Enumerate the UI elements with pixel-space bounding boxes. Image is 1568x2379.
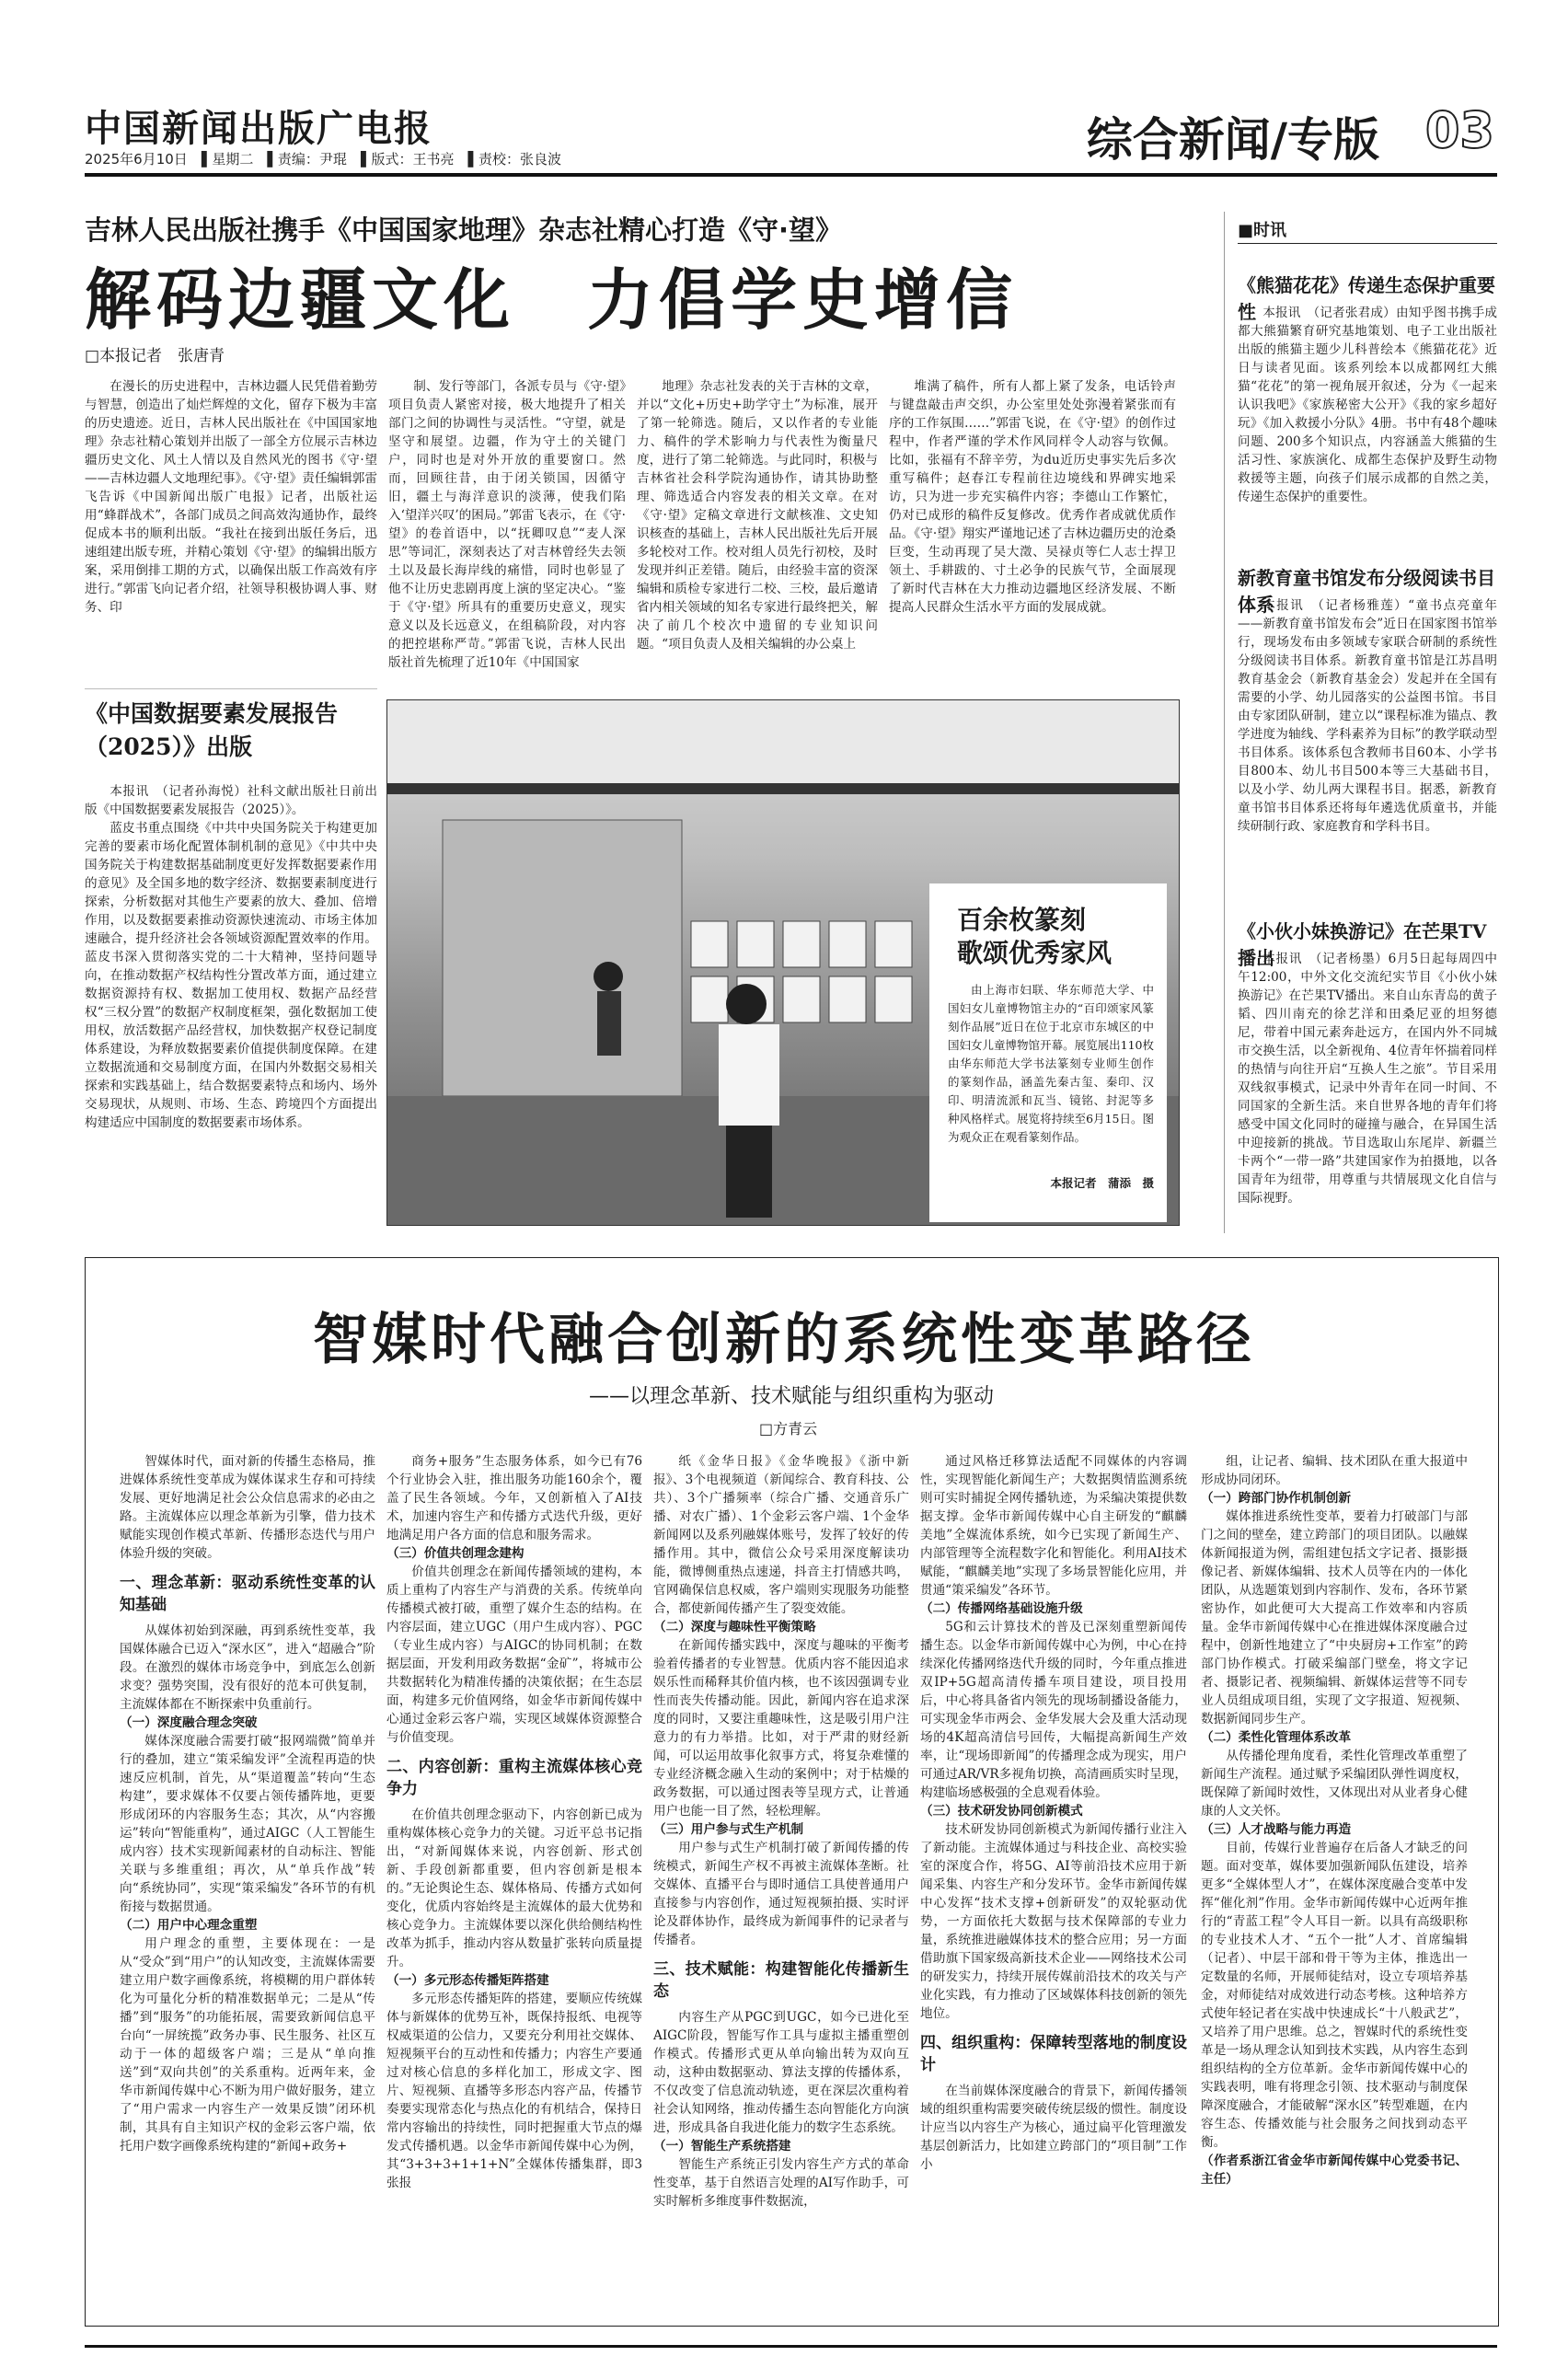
brief-text: 本报讯 （记者杨雅莲）“童书点亮童年——新教育童书馆发布会”近日在国家图书馆举行，现场发布由多领域专家联合研制的系统性分级阅读书目体系。新教育童书馆是江苏昌明教育基金会（新教育基金会）发起并在全国有需要的小学、幼儿园落实的公益图书馆。书目由专家团队研制，建立以“课程标准为锚点、教学进度为轴线、学科素养为目标”的教学联动型书目体系。该体系包含教师书目60本、小学书目800本、幼儿书目500本等三大基础书目，以及小学、幼儿两大课程书目。据悉，新教育童书馆书目体系还将每年遴选优质童书，并能续研制行政、家庭教育和学科书目。 — [1238, 598, 1497, 834]
lead-text: 堆满了稿件，所有人都上紧了发条，电话铃声与键盘敲击声交织，办公室里处处弥漫着紧张而有序的工作氛围……”郭雷飞说，在《守·望》的创作过程中，作者严谨的学术作风同样令人动容与钦佩。比如，张福有不辞辛劳，为du近历史事实先后多次重写稿件；赵春江专程前往边境线和界碑实地采访，只为进一步充实稿件内容；李德山工作繁忙，仍对已成形的稿件反复修改。优秀作者成就优质作品。《守·望》翔实严谨地记述了吉林边疆历史的沧桑巨变，生动再现了吴大澂、吴禄贞等仁人志士捍卫领土、手耕跋的、寸土必争的民族气节，全面展现了新时代吉林在大力推动边疆地区经济发展、不断提高人民群众生活水平方面的发展成就。 — [889, 379, 1176, 615]
brief-title-3: 《小伙小妹换游记》在芒果TV播出 — [1238, 920, 1487, 969]
feature-subheading: （一）多元形态传播矩阵搭建 — [386, 1973, 549, 1988]
report-body — [85, 782, 377, 1224]
photo-title-2: 歌颂优秀家风 — [957, 938, 1113, 968]
feature-subheading: （三）价值共创理念建构 — [386, 1546, 525, 1561]
lead-text: 在漫长的历史进程中，吉林边疆人民凭借着勤劳与智慧，创造出了灿烂辉煌的文化，留存下极为丰富的历史遗迹。近日，吉林人民出版社在《中国国家地理》杂志社精心策划并出版了一部全方位展示吉林边疆历史文化、风土人情以及自然风光的图书《守·望——吉林边疆人文地理纪事》。《守·望》责任编辑郭雷飞告诉《中国新闻出版广电报》记者，出版社运用“蜂群战术”，各部门成员之间高效沟通协作，最终促成本书的顺利出版。“我社在接到出版任务后，迅速组建出版专班，并精心策划《守·望》的编辑出版方案，采用倒排工期的方式，以确保出版工作高效有序进行。”郭雷飞向记者介绍，社领导积极协调人事、财务、印 — [85, 379, 377, 615]
brief-body-2 — [1238, 596, 1497, 900]
feature-text: 智媒体时代，面对新的传播生态格局，推进媒体系统性变革成为媒体谋求生存和可持续发展、更好地满足社会公众信息需求的必由之路。主流媒体应以理念革新为引擎，借力技术赋能实现创作模式革新、传播形态迭代与用户体验升级的突破。 — [120, 1454, 375, 1561]
lead-column-1 — [85, 377, 377, 653]
feature-text: 在新闻传播实践中，深度与趣味的平衡考验着传播者的专业智慧。优质内容不能因追求娱乐性而稀释其价值内核，也不该因强调专业性而丧失传播动能。因此，新闻内容在追求深度的同时，又要注重趣味性，这是吸引用户注意力的有力举措。比如，对于严肃的财经新闻，可以运用故事化叙事方式，将复杂难懂的专业经济概念融入生动的案例中；对于枯燥的政务数据，可以通过图表等呈现方式，让普通用户也能一目了然，轻松理解。 — [653, 1638, 909, 1819]
author-note: （作者系浙江省金华市新闻传媒中心党委书记、主任） — [1201, 2154, 1468, 2187]
feature-heading: 二、内容创新：重构主流媒体核心竞争力 — [386, 1758, 642, 1798]
feature-text: 媒体推进系统性变革，要着力打破部门与部门之间的壁垒，建立跨部门的项目团队。以融媒体新闻报道为例，需组建包括文字记者、摄影摄像记者、新媒体编辑、技术人员等在内的一体化团队，从选题策划到内容制作、发布，各环节紧密协作，如此便可大大提高工作效率和内容质量。金华市新闻传媒中心在推进媒体深度融合过程中，创新性地建立了“中央厨房+工作室”的跨部门协作模式。打破采编部门壁垒，将文字记者、摄影记者、视频编辑、新媒体运营等不同专业人员组成项目组，实现了文字报道、短视频、数据新闻同步生产。 — [1201, 1509, 1468, 1727]
layout-credit: 版式：王书亮 — [371, 151, 455, 167]
feature-byline: □方青云 — [759, 1420, 818, 1438]
divider — [85, 688, 377, 689]
feature-text: 在价值共创理念驱动下，内容创新已成为重构媒体核心竞争力的关键。习近平总书记指出，“对新闻媒体来说，内容创新、形式创新、手段创新都重要，但内容创新是根本的。”无论舆论生态、媒体格局、传播方式如何变化，优质内容始终是主流媒体的最大优势和核心竞争力。主流媒体要以深化供给侧结构性改革为抓手，推动内容从数量扩张转向质量提升。 — [386, 1807, 642, 1969]
lead-column-3 — [637, 377, 878, 690]
feature-subtitle: ——以理念革新、技术赋能与组织重构为驱动 — [589, 1385, 995, 1408]
divider — [1238, 243, 1497, 244]
feature-subheading: （三）人才战略与能力再造 — [1201, 1822, 1352, 1837]
bottom-rule — [85, 2345, 1497, 2348]
feature-subheading: （三）技术研发协同创新模式 — [920, 1804, 1083, 1819]
feature-text: 纸《金华日报》《金华晚报》《浙中新报》、3个电视频道（新闻综合、教育科技、公共）、3个广播频率（综合广播、交通音乐广播、对农广播）、1个金彩云客户端、1个金华新闻网以及系列融媒体账号，发挥了较好的传播作用。其中，微信公众号采用深度解读功能，微博侧重热点速递，抖音主打情感共鸣，官网确保信息权威，客户端则实现服务功能整合，都使新闻传播产生了裂变效能。 — [653, 1454, 909, 1616]
feature-column-5 — [1201, 1452, 1468, 2306]
feature-text: 用户参与式生产机制打破了新闻传播的传统模式，新闻生产权不再被主流媒体垄断。社交媒体、直播平台与即时通信工具使普通用户直接参与内容创作，通过短视频拍摄、实时评论及群体协作，最终成为新闻事件的记录者与传播者。 — [653, 1841, 909, 1947]
feature-text: 价值共创理念在新闻传播领域的建构，本质上重构了内容生产与消费的关系。传统单向传播模式被打破，重塑了媒介生态的结构。在内容层面，建立UGC（用户生成内容）、PGC（专业生成内容）与AIGC的协同机制；在数据层面，开发利用政务数据“金矿”，将城市公共数据转化为精准传播的决策依据；在生态层面，构建多元价值网络，如金华市新闻传媒中心通过金彩云客户端，实现区域媒体资源整合与价值变现。 — [386, 1565, 642, 1745]
lead-text: 制、发行等部门，各派专员与《守·望》项目负责人紧密对接，极大地提升了相关部门之间的协调性与灵活性。“守望，就是坚守和展望。边疆，作为守土的关键门户，同时也是对外开放的重要窗口。然而，回顾往昔，由于闭关锁国，因循守旧，疆土与海洋意识的淡薄，使我们陷入‘望洋兴叹’的困局。”郭雷飞表示，在《守·望》的卷首语中，以“抚卿叹息”“麦人深思”等词汇，深刻表达了对吉林曾经失去领土以及最长海岸线的痛惜，同时也彰显了他不让历史悲剧再度上演的坚定决心。“鉴于《守·望》所具有的重要历史意义，现实意义以及长远意义，在组稿阶段，对内容的把控堪称严苛。”郭雷飞说，吉林人民出版社首先梳理了近10年《中国国家 — [388, 379, 626, 670]
feature-subheading: （二）深度与趣味性平衡策略 — [653, 1620, 816, 1634]
report-lead: 本报讯 （记者孙海悦）社科文献出版社日前出版《中国数据要素发展报告（2025）》。 — [85, 784, 377, 817]
lead-kicker: 吉林人民出版社携手《中国国家地理》杂志社精心打造《守·望》 — [85, 214, 843, 246]
issue-date: 2025年6月10日 — [85, 151, 188, 167]
page-number: 03 — [1424, 101, 1494, 159]
report-title: 《中国数据要素发展报告（2025）》出版 — [85, 700, 339, 760]
masthead-logo: 中国新闻出版广电报 — [85, 107, 432, 150]
brief-text: 本报讯 （记者杨墨）6月5日起每周四中午12:00，中外文化交流纪实节目《小伙小妹换游记》在芒果TV播出。来自山东青岛的黄子韬、四川南充的徐艺洋和田桑尼亚的坦努德尼，带着中国元素奔赴远方，在国内外不同城市交换生活，以全新视角、4位青年怀揣着同样的热情与向往开启“互换人生之旅”。节目采用双线叙事模式，记录中外青年在同一时间、不同国家的全新生活。来自世界各地的青年们将感受中国文化同时的碰撞与融合，在异国生活中迎接新的挑战。节目选取山东尾岸、新疆兰卡两个“一带一路”共建国家作为拍摄地，以各国青年为纽带，用尊重与共情展现文化自信与国际视野。 — [1238, 952, 1497, 1206]
photo-caption-box — [929, 883, 1167, 1222]
feature-text: 5G和云计算技术的普及已深刻重塑新闻传播生态。以金华市新闻传媒中心为例，中心在持续深化传播网络迭代升级的同时，今年重点推进双IP+5G超高清传播车项目建设，项目投用后，中心将具备省内领先的现场制播设备能力，可实现金华市两会、金华发展大会及重大活动现场的4K超高清信号回传，大幅提高新闻生产效率，让“现场即新闻”的传播理念成为现实，用户可通过AR/VR多视角切换，高清画质实时呈现，构建临场感极强的全息观看体验。 — [920, 1620, 1187, 1800]
lead-headline: 解码边疆文化 力倡学史增信 — [85, 260, 1019, 339]
feature-text: 从媒体初始到深融，再到系统性变革，我国媒体融合已迈入“深水区”，进入“超融合”阶段。在激烈的媒体市场竞争中，到底怎么创新求变？强势突围，没有很好的范本可供复制，主流媒体都在不断探索中负重前行。 — [120, 1623, 375, 1712]
sidebar-rule — [1224, 212, 1225, 1233]
feature-subheading: （二）传播网络基础设施升级 — [920, 1601, 1083, 1616]
feature-text: 智能生产系统正引发内容生产方式的革命性变革，基于自然语言处理的AI写作助手，可实时解析多维度事件数据流， — [653, 2157, 909, 2209]
feature-subheading: （一）智能生产系统搭建 — [653, 2139, 791, 2154]
feature-title: 智媒时代融合创新的系统性变革路径 — [313, 1308, 1255, 1372]
brief-title-1: 《熊猫花花》传递生态保护重要性 — [1238, 274, 1495, 323]
feature-subheading: （二）柔性化管理体系改革 — [1201, 1730, 1352, 1745]
photo-caption — [948, 981, 1154, 1174]
feature-subheading: （二）用户中心理念重塑 — [120, 1918, 258, 1933]
feature-subheading: （三）用户参与式生产机制 — [653, 1822, 804, 1837]
issue-weekday: 星期二 — [212, 151, 254, 167]
feature-subheading: （一）跨部门协作机制创新 — [1201, 1491, 1352, 1506]
top-rule — [85, 173, 1497, 177]
lead-column-2 — [388, 377, 626, 690]
lead-byline: □本报记者 张唐青 — [85, 347, 225, 365]
lead-column-4 — [889, 377, 1176, 690]
feature-text: 目前，传媒行业普遍存在后备人才缺乏的问题。面对变革，媒体要加强新闻队伍建设，培养更多“全媒体型人才”，在媒体深度融合变革中发挥“催化剂”作用。金华市新闻传媒中心近两年推行的“青蓝工程”令人耳目一新。以具有高级职称的专业技术人才、“五个一批”人才、首席编辑（记者）、中层干部和骨干等为主体，推选出一定数量的名师，开展师徒结对，设立专项培养基金，对师徒结对成效进行动态考核。这种培养方式使年轻记者在实战中快速成长“十八般武艺”，又培养了用户思维。总之，智媒时代的系统性变革是一场从理念认知到技术实践，从内容生态到组织结构的全方位革新。金华市新闻传媒中心的实践表明，唯有将理念引领、技术驱动与制度保障深度融合，才能破解“深水区”转型难题，在内容生态、传播效能与社会服务之间找到动态平衡。 — [1201, 1841, 1468, 2150]
feature-column-4 — [920, 1452, 1187, 2306]
feature-text: 从传播伦理角度看，柔性化管理改革重塑了新闻生产流程。通过赋予采编团队弹性调度权，既保障了新闻时效性，又体现出对从业者身心健康的人文关怀。 — [1201, 1749, 1468, 1819]
feature-heading: 三、技术赋能：构建智能化传播新生态 — [653, 1960, 909, 2001]
brief-body-1 — [1238, 304, 1497, 550]
feature-text: 内容生产从PGC到UGC，如今已进化至AIGC阶段，智能写作工具与虚拟主播重塑创作模式。传播形式更从单向输出转为双向互动，这种由数据驱动、算法支撑的传播体系，不仅改变了信息流动轨迹，更在深层次重构着社会认知网络，推动传播生态向智能化方向演进，形成具备自我进化能力的数字生态系统。 — [653, 2010, 909, 2135]
issue-info: 2025年6月10日 ▌星期二 ▌责编：尹琨 ▌版式：王书亮 ▌责校：张良波 — [85, 151, 562, 167]
sidebar-label: ■时讯 — [1238, 221, 1287, 240]
feature-text: 通过风格迁移算法适配不同媒体的内容调性，实现智能化新闻生产；大数据舆情监测系统则可实时捕捉全网传播轨迹，为采编决策提供数据支撑。金华市新闻传媒中心自主研发的“麒麟美地”全媒流体系统，如今已实现了新闻生产、内部管理等全流程数字化和智能化。利用AI技术赋能，“麒麟美地”实现了多场景智能化应用，并贯通“策采编发”各环节。 — [920, 1454, 1187, 1598]
feature-subheading: （一）深度融合理念突破 — [120, 1715, 258, 1730]
caption-text: 由上海市妇联、华东师范大学、中国妇女儿童博物馆主办的“百印颂家风篆刻作品展”近日在位于北京市东城区的中国妇女儿童博物馆开幕。展览展出110枚由华东师范大学书法篆刻专业师生创作的篆刻作品，涵盖先秦古玺、秦印、汉印、明清流派和瓦当、镜铭、封泥等多种风格样式。展览将持续至6月15日。图为观众正在观看篆刻作品。 — [948, 983, 1154, 1144]
feature-text: 在当前媒体深度融合的背景下，新闻传播领域的组织重构需要突破传统层级的惯性。制度设计应当以内容生产为核心，通过扁平化管理激发基层创新活力，比如建立跨部门的“项目制”工作小 — [920, 2084, 1187, 2172]
feature-text: 商务+服务”生态服务体系，如今已有76个行业协会入驻，推出服务功能160余个，覆盖了民生各领域。今年，又创新植入了AI技术，加速内容生产和传播方式迭代升级，更好地满足用户各方面的信息和服务需求。 — [386, 1454, 642, 1542]
feature-text: 多元形态传播矩阵的搭建，要顺应传统媒体与新媒体的优势互补，既保持报纸、电视等权威渠道的公信力，又要充分利用社交媒体、短视频平台的互动性和传播力；内容生产要通过对核心信息的多样化加工，形成文字、图片、短视频、直播等多形态内容产品，传播节奏要实现常态化与热点化的有机结合，保持日常内容输出的持续性，同时把握重大节点的爆发式传播机遇。以金华市新闻传媒中心为例，其“3+3+3+1+1+N”全媒体传播集群，即3张报 — [386, 1992, 642, 2190]
feature-text: 技术研发协同创新模式为新闻传播行业注入了新动能。主流媒体通过与科技企业、高校实验室的深度合作，将5G、AI等前沿技术应用于新闻采集、内容生产和分发环节。金华市新闻传媒中心发挥“技术支撑+创新研发”的双轮驱动优势，一方面依托大数据与技术保障部的专业力量，系统推进融媒体技术的整合应用；另一方面借助旗下国家级高新技术企业——网络技术公司的研发实力，持续开展传媒前沿技术的攻关与产业化实践，有力推动了区域媒体科技创新的领先地位。 — [920, 1822, 1187, 2021]
proof-credit: 责校：张良波 — [478, 151, 562, 167]
feature-column-1 — [120, 1452, 375, 2306]
feature-column-3 — [653, 1452, 909, 2306]
photo-title-1: 百余枚篆刻 — [957, 905, 1087, 935]
section-name: 综合新闻/专版 — [1086, 112, 1379, 167]
feature-text: 媒体深度融合需要打破“报网端微”简单并行的叠加，建立“策采编发评”全流程再造的快速反应机制，首先，从“渠道覆盖”转向“生态构建”，要求媒体不仅要占领传播阵地，更要形成闭环的内容服务生态；其次，从“内容搬运”转向“智能重构”，通过AIGC（人工智能生成内容）技术实现新闻素材的自动标注、智能关联与多维重组；再次，从“单兵作战”转向“系统协同”，实现“策采编发”各环节的有机衔接与数据贯通。 — [120, 1734, 375, 1914]
feature-heading: 四、组织重构：保障转型落地的制度设计 — [920, 2034, 1187, 2074]
feature-heading: 一、理念革新：驱动系统性变革的认知基础 — [120, 1574, 375, 1614]
brief-text: 本报讯 （记者张君成）由知乎图书携手成都大熊猫繁育研究基地策划、电子工业出版社出版的熊猫主题少儿科普绘本《熊猫花花》近日与读者见面。该系列绘本以成都网红大熊猫“花花”的第一视角展开叙述，分为《一起来认识我吧》《家族秘密大公开》《我的家乡超好玩》《加入救援小分队》4册。书中有48个趣味问题、200多个知识点，内容涵盖大熊猫的生活习性、家族演化、成都生态保护及野生动物救援等主题，向孩子们展示成都的自然之美，传递生态保护的重要性。 — [1238, 306, 1497, 504]
brief-title-2: 新教育童书馆发布分级阅读书目体系 — [1238, 567, 1495, 616]
photo-credit: 本报记者 蒲添 摄 — [1050, 1176, 1154, 1190]
lead-text: 地理》杂志社发表的关于吉林的文章，并以“文化+历史+助学守土”为标准，展开了第一轮筛选。随后，又以作者的专业能力、稿件的学术影响力与代表性为衡量尺度，进行了第二轮筛选。与此同时，积极与吉林省社会科学院沟通协作，请其协助整理、筛选适合内容发表的相关文章。在对《守·望》定稿文章进行文献核准、文史知识核查的基础上，吉林人民出版社先后开展多轮校对工作。校对组人员先行初校，及时发现并纠正差错。随后，由经验丰富的资深编辑和质检专家进行二校、三校，最后邀请省内相关领域的知名专家进行最终把关，解决了前几个校次中遗留的专业知识问题。“项目负责人及相关编辑的办公桌上 — [637, 379, 878, 652]
editor-credit: 责编：尹琨 — [277, 151, 347, 167]
feature-text: 组，让记者、编辑、技术团队在重大报道中形成协同闭环。 — [1201, 1454, 1468, 1487]
feature-column-2 — [386, 1452, 642, 2306]
report-text: 蓝皮书重点围绕《中共中央国务院关于构建更加完善的要素市场化配置体制机制的意见》《中共中央国务院关于构建数据基础制度更好发挥数据要素作用的意见》及全国多地的数字经济、数据要素制度进行探索，分析数据对其他生产要素的放大、叠加、倍增作用，以及数据要素推动资源快速流动、市场主体加速融合，提升经济社会各领域资源配置效率的作用。蓝皮书深入贯彻落实党的二十大精神，坚持问题导向，在推动数据产权结构性分置改革方面，通过建立数据资源持有权、数据加工使用权、数据产品经营权“三权分置”的数据产权制度框架，强化数据加工使用权，放活数据产品经营权，加快数据产权登记制度体系建设，为释放数据要素价值提供制度保障。在建立数据流通和交易制度方面，在国内外数据交易相关探索和实践基础上，结合数据要素特点和场内、场外交易现状，从规则、市场、生态、跨境四个方面提出构建适应中国制度的数据要素市场体系。 — [85, 821, 377, 1130]
feature-text: 用户理念的重塑，主要体现在：一是从“受众”到“用户”的认知改变，主流媒体需要建立用户数字画像系统，将模糊的用户群体转化为可量化分析的精准数据单元；二是从“传播”到“服务”的功能拓展，需要致新闻信息平台向“一屏统揽”政务办事、民生服务、社区互动于一体的超级客户端；三是从“单向推送”到“双向共创”的关系重构。近两年来，金华市新闻传媒中心不断为用户做好服务，建立了“用户需求一内容生产一效果反馈”闭环机制，其具有自主知识产权的金彩云客户端，依托用户数字画像系统构建的“新闻+政务+ — [120, 1936, 375, 2154]
brief-body-3 — [1238, 950, 1497, 1226]
